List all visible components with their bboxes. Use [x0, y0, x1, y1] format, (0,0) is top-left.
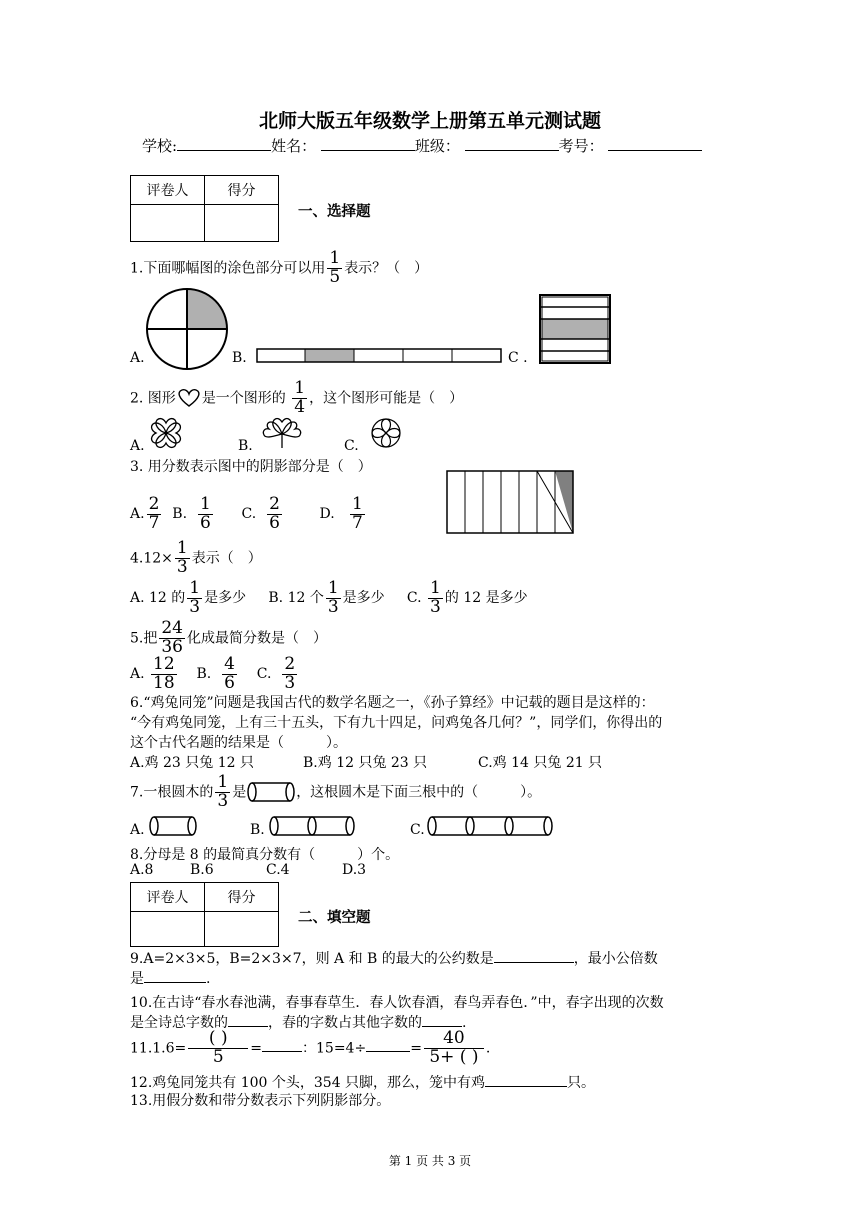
q2-text-end: ，这个图形可能是（ ）: [309, 390, 464, 407]
score-cell[interactable]: [205, 205, 279, 242]
question-4: 4.12× $\frac{1}{3}$ 表示（ ）: [130, 538, 262, 577]
score-cell[interactable]: [205, 912, 279, 947]
question-3: 3. 用分数表示图中的阴影部分是（ ）: [130, 459, 372, 475]
question-9-line-2: 是 .: [130, 968, 210, 988]
page-footer: 第 1 页 共 3 页: [388, 1154, 472, 1168]
question-2: [130, 380, 463, 417]
q6-option-a[interactable]: A.鸡 23 只兔 12 只: [130, 755, 254, 771]
name-label: 姓名：: [271, 137, 317, 155]
log-two-segments-icon: [268, 815, 356, 837]
q6-option-b[interactable]: B.鸡 12 只兔 23 只: [303, 755, 428, 771]
section-1-title: 一、选择题: [298, 204, 371, 220]
q2-option-c-label[interactable]: C.: [344, 438, 359, 454]
q4-option-c[interactable]: C. $\frac{1}{3}$ 的 12 是多少: [406, 578, 528, 617]
q2-text: 2. 图形: [130, 390, 176, 407]
gcd-blank[interactable]: [494, 948, 574, 963]
q3-option-b[interactable]: B. $\frac{1}{6}$: [172, 494, 211, 533]
q1-option-a-label[interactable]: A.: [130, 350, 145, 366]
q8-option-b[interactable]: B.6: [190, 862, 214, 878]
q1-circle-figure: [146, 288, 228, 370]
three-heart-clover-icon: [260, 414, 304, 452]
question-10-line-2: 是全诗总字数的 ，春的字数占其他字数的 .: [130, 1012, 466, 1032]
q6-option-c[interactable]: C.鸡 14 只兔 21 只: [478, 755, 603, 771]
question-6-line-3: 这个古代名题的结果是（ ）。: [130, 735, 347, 751]
question-8: 8.分母是 8 的最简真分数有（ ）个。: [130, 847, 400, 863]
question-11: 11.1.6= $\frac{( )}{5}$ = ：15=4÷ = $\frac{40}{5+ ( )}$ .: [130, 1028, 491, 1067]
q7-option-a-label[interactable]: A.: [130, 822, 145, 838]
log-segment-icon: [246, 781, 296, 803]
q7-option-c-label[interactable]: C.: [410, 822, 425, 838]
grader-cell[interactable]: [131, 205, 205, 242]
q1-rect-figure: [538, 293, 612, 365]
q5-option-b[interactable]: B. $\frac{4}{6}$: [196, 654, 235, 693]
score-table-1: [130, 175, 279, 242]
q5-options: [130, 656, 299, 693]
school-field[interactable]: [177, 136, 271, 151]
question-6-line-1: 6.“鸡兔同笼”问题是我国古代的数学名题之一，《孙子算经》中记载的题目是这样的：: [130, 695, 655, 711]
score-header: 得分: [205, 883, 279, 912]
question-1: [130, 250, 428, 287]
question-9-line-1: 9.A=2×3×5，B=2×3×7，则 A 和 B 的最大的公约数是 ，最小公倍数: [130, 948, 658, 968]
q1-text-end: 表示？（ ）: [344, 260, 429, 277]
q3-strip-figure: [446, 470, 574, 534]
section-2-title: 二、填空题: [298, 910, 371, 926]
q5-option-a[interactable]: A. $\frac{12}{18}$: [130, 654, 175, 693]
q1-option-b-label[interactable]: B.: [232, 350, 247, 366]
id-label: 考号：: [558, 137, 604, 155]
heart-icon: [176, 388, 202, 408]
four-heart-clover-icon: [146, 414, 186, 452]
q1-bar-figure: [256, 348, 502, 364]
q3-option-c[interactable]: C. $\frac{2}{6}$: [241, 494, 280, 533]
q4-option-a[interactable]: A. 12 的 $\frac{1}{3}$ 是多少: [130, 578, 247, 617]
q3-option-d[interactable]: D. $\frac{1}{7}$: [319, 494, 363, 533]
q4-options: [130, 580, 528, 617]
name-field[interactable]: [321, 136, 415, 151]
q3-options: [130, 496, 367, 533]
page-title: 北师大版五年级数学上册第五单元测试题: [258, 110, 601, 132]
question-6-line-2: “今有鸡兔同笼，上有三十五头，下有九十四足，问鸡兔各几何？”，同学们，你得出的: [130, 715, 663, 731]
question-5: 5.把 $\frac{24}{36}$ 化成最简分数是（ ）: [130, 618, 327, 657]
lcm-blank[interactable]: [144, 968, 206, 983]
grader-header: 评卷人: [131, 883, 205, 912]
q2-option-a-label[interactable]: A.: [130, 438, 145, 454]
score-table-2: [130, 882, 279, 947]
score-header: 得分: [205, 176, 279, 205]
question-12: 12.鸡兔同笼共有 100 个头，354 只脚，那么，笼中有鸡 只。: [130, 1072, 595, 1092]
q4-option-b[interactable]: B. 12 个 $\frac{1}{3}$ 是多少: [268, 578, 385, 617]
log-three-segments-icon: [426, 815, 554, 837]
q10-blank-1[interactable]: [228, 1012, 268, 1027]
class-field[interactable]: [465, 136, 559, 151]
question-10-line-1: 10.在古诗“春水春池满，春事春草生．春人饮春酒，春鸟弄春色．”中，春字出现的次数: [130, 995, 664, 1011]
q8-option-c[interactable]: C.4: [266, 862, 290, 878]
q8-option-d[interactable]: D.3: [342, 862, 367, 878]
question-13: 13.用假分数和带分数表示下列阴影部分。: [130, 1093, 391, 1109]
q1-fraction: $\frac{1}{5}$: [329, 248, 341, 287]
grader-cell[interactable]: [131, 912, 205, 947]
q12-blank[interactable]: [485, 1072, 567, 1087]
id-field[interactable]: [608, 136, 702, 151]
q11-blank-2[interactable]: [366, 1037, 410, 1052]
q1-text: 1.下面哪幅图的涂色部分可以用: [130, 260, 326, 277]
q8-option-a[interactable]: A.8: [130, 862, 154, 878]
q1-option-c-label[interactable]: C .: [508, 350, 528, 366]
q3-option-a[interactable]: A. $\frac{2}{7}$: [130, 494, 160, 533]
grader-header: 评卷人: [131, 176, 205, 205]
log-one-segment-icon: [148, 815, 198, 837]
school-label: 学校:: [142, 137, 178, 155]
q2-fraction: $\frac{1}{4}$: [294, 378, 306, 417]
q2-text-mid: 是一个图形的: [201, 390, 286, 407]
class-label: 班级：: [414, 137, 460, 155]
q11-blank-1[interactable]: [262, 1037, 302, 1052]
info-line: [142, 135, 702, 156]
q5-option-c[interactable]: C. $\frac{2}{3}$: [256, 654, 296, 693]
q2-option-b-label[interactable]: B.: [238, 438, 253, 454]
flower-shape-icon: [366, 414, 406, 452]
question-7: 7.一根圆木的 $\frac{1}{3}$ 是 ，这根圆木是下面三根中的（ ）。: [130, 772, 542, 811]
q10-blank-2[interactable]: [422, 1012, 462, 1027]
q7-option-b-label[interactable]: B.: [250, 822, 265, 838]
